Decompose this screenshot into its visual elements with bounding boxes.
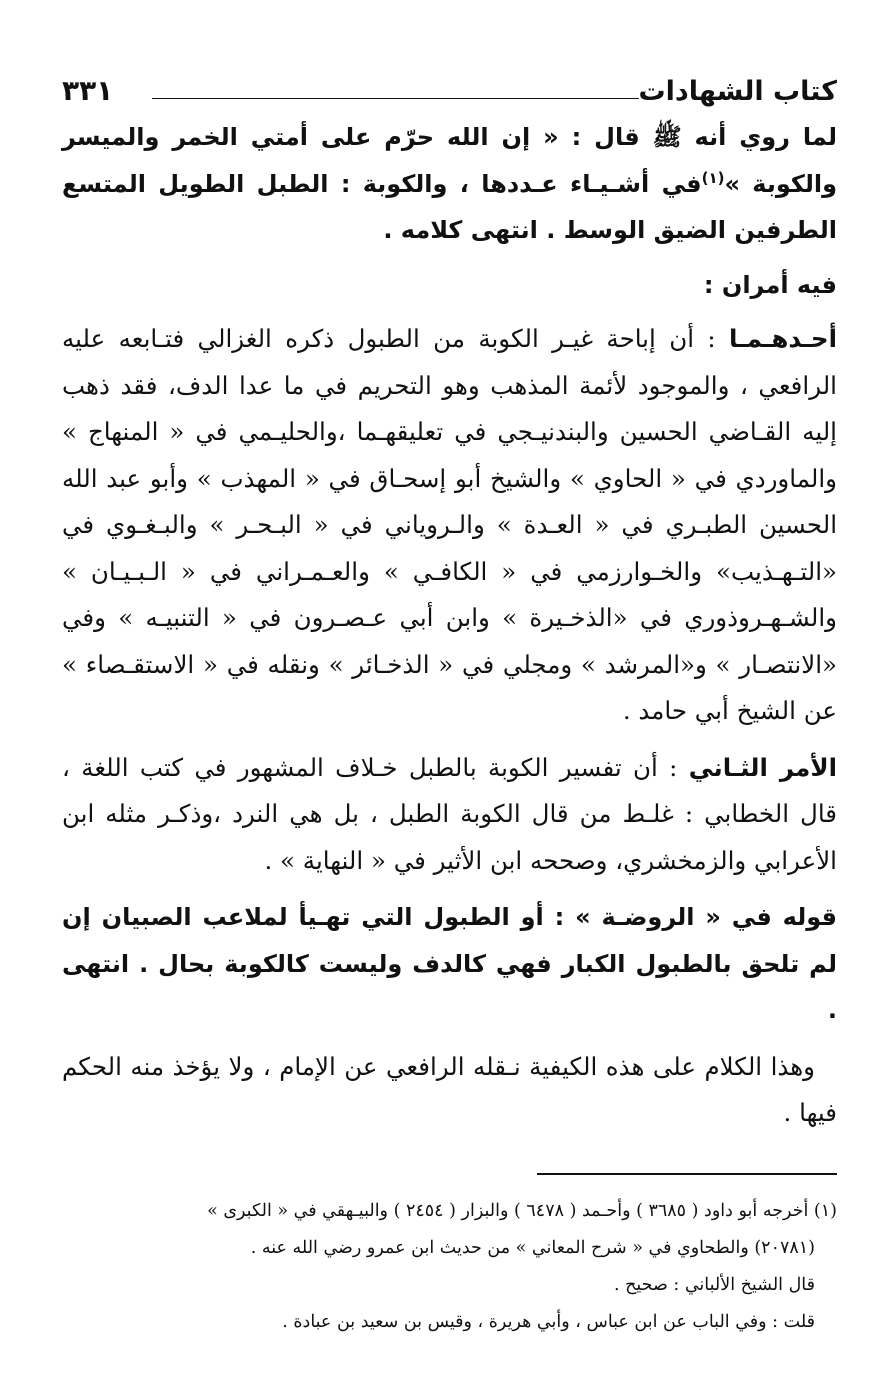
second-matter-heading: الأمر الثـاني: [688, 752, 837, 782]
page-number: ٣٣١: [62, 74, 114, 107]
first-matter-text: : أن إباحة غيـر الكوبة من الطبول ذكره الغزالي فتـابعه عليه الرافعي ، والموجود لأئمة المذهب وهو التحريم في ما عدا الدف، فقد ذهب إليه القـاضي الحسين والبندنيـجي في تعليقهـما ،والحليـمي في « المنهاج » والماوردي في « الحاوي » والشيخ أبو إسحـاق في « المهذب » وأبو عبد الله الحسين الطبـري في « العـدة » والـروياني في « البـحـر » والبـغـوي في «التـهـذيب» والخـوارزمي في « الكافـي » والعـمـراني في « الـبـيـان » والشـهـروذوري في «الذخـيرة » وابن أبي عـصـرون في « التنبيـه » وفي «الانتصـار » و«المرشد » ومجلي في « الذخـائر » ونقله في « الاستقـصاء » عن الشيخ أبي حامد .: [62, 324, 837, 725]
paragraph-comment: وهذا الكلام على هذه الكيفية نـقله الرافعي عن الإمام ، ولا يؤخذ منه الحكم فيها .: [62, 1051, 837, 1127]
footnote-line: (٢٠٧٨١) والطحاوي في « شرح المعاني » من حديث ابن عمرو رضي الله عنه .: [250, 1237, 815, 1258]
footnote-line: قال الشيخ الألباني : صحيح .: [613, 1274, 815, 1295]
footnote-separator: [537, 1173, 837, 1175]
paragraph-second-matter: [62, 745, 837, 885]
first-matter-heading: أحـدهـمـا: [729, 324, 837, 353]
hadith-continuation: في أشـيـاء عـددها ، والكوبة : الطبل الطويل المتسع الطرفين الضيق الوسط . انتهى كلامه .: [62, 169, 837, 244]
footnote-marker: (١): [701, 168, 725, 187]
hadith-text: لما روي أنه ﷺ قال : « إن الله حرّم على أمتي الخمر والميسر والكوبة »: [62, 123, 837, 198]
page-header: [62, 70, 837, 114]
book-page: [62, 70, 837, 1330]
header-rule: [152, 98, 639, 99]
footnote-line: (١) أخرجه أبو داود ( ٣٦٨٥ ) وأحـمد ( ٦٤٧٨ ) والبزار ( ٢٤٥٤ ) والبيـهقي في « الكبرى »: [207, 1200, 837, 1221]
paragraph-first-matter: [62, 316, 837, 735]
second-matter-text: : أن تفسير الكوبة بالطبل خـلاف المشهور في كتب اللغة ، قال الخطابي : غلـط من قال الكوبة الطبل ، بل هي النرد ،وذكـر مثله ابن الأعرابي والزمخشري، وصححه ابن الأثير في « النهاية » .: [62, 752, 837, 875]
paragraph-hadith: [62, 114, 837, 254]
paragraph-two-matters: فيه أمران :: [703, 270, 837, 299]
paragraph-rawda-quote: قوله في « الروضـة » : أو الطبول التي تهـيأ لملاعب الصبيان إن لم تلحق بالطبول الكبار فهي كالدف وليست كالكوبة بحال . انتهى .: [62, 903, 837, 1024]
chapter-title: كتاب الشهادات: [638, 76, 837, 107]
footnote-line: قلت : وفي الباب عن ابن عباس ، وأبي هريرة ، وقيس بن سعيد بن عبادة .: [282, 1311, 815, 1332]
